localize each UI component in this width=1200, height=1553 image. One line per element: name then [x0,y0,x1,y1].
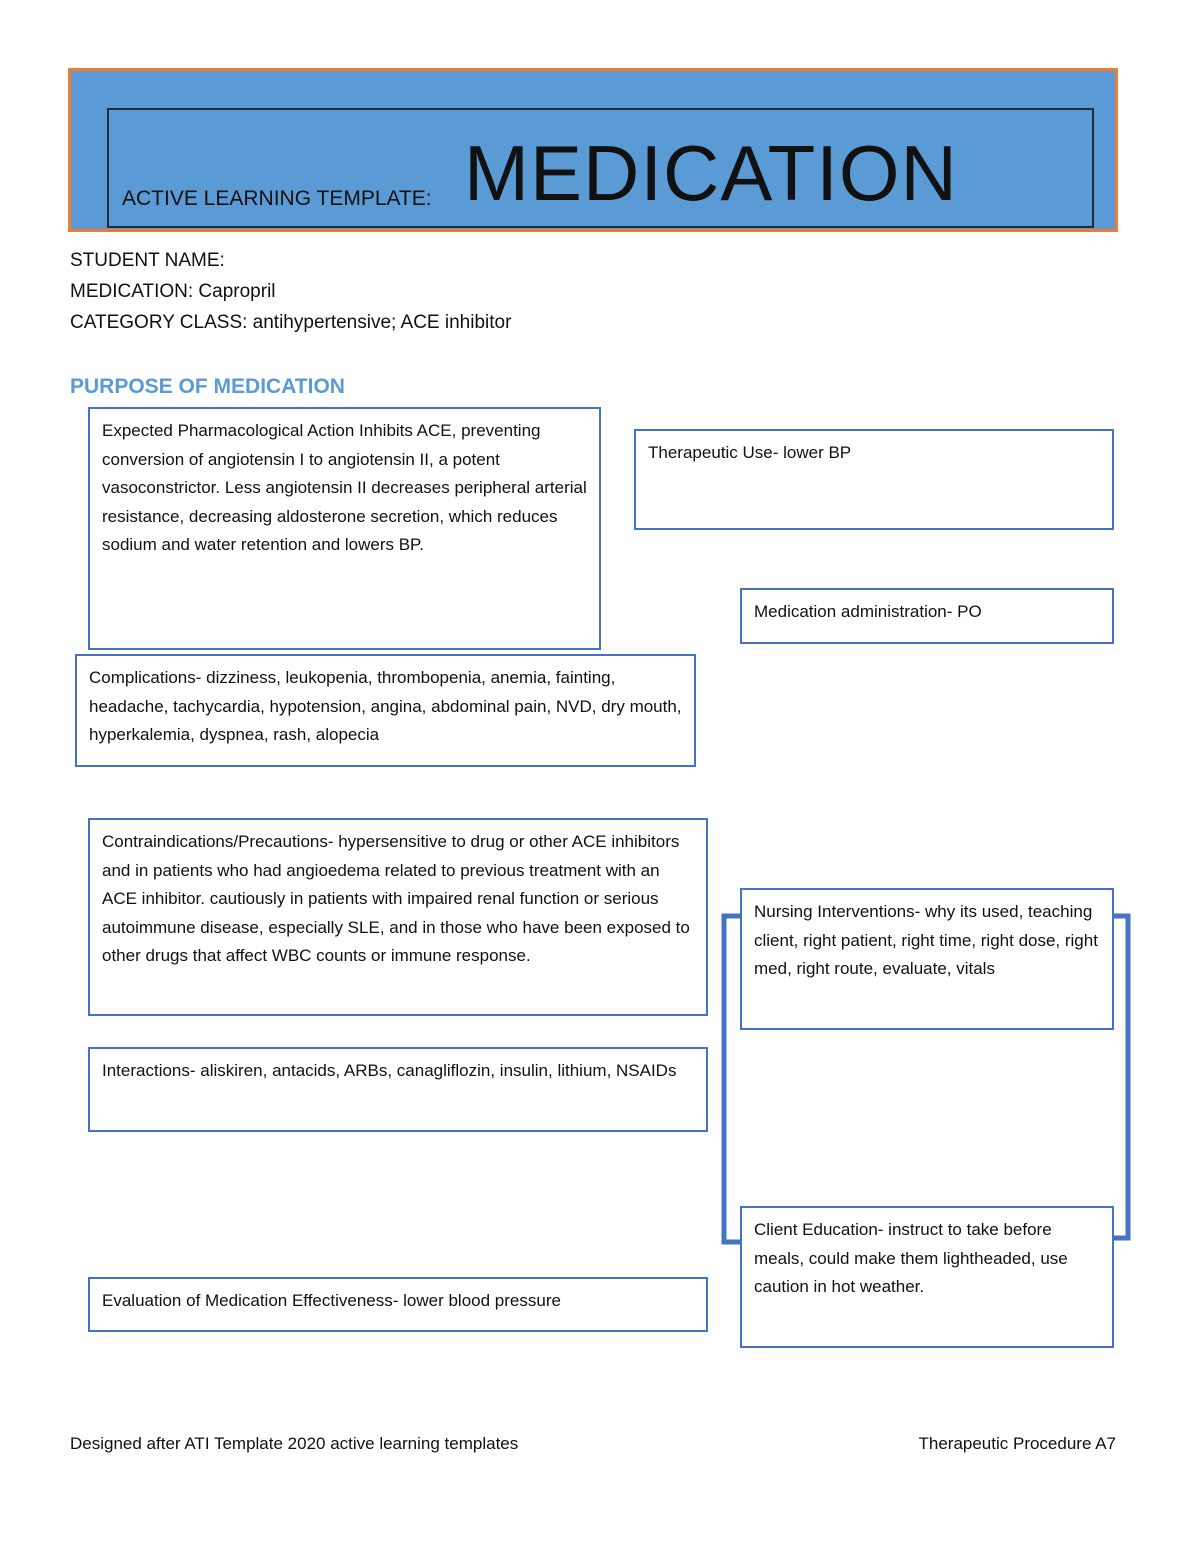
administration-box [740,588,1114,644]
therapeutic-use-text: Therapeutic Use- lower BP [648,443,852,462]
contraindications-text: Contraindications/Precautions- hypersensitive to drug or other ACE inhibitors and in patients who had angioedema related to previous treatment with an ACE inhibitor. cautiously in patients with impaired renal function or serious autoimmune disease, especially SLE, and in those who have been exposed to other drugs that affect WBC counts or immune response. [102,832,690,965]
complications-box [75,654,696,767]
administration-text: Medication administration- PO [754,602,982,621]
interactions-box [88,1047,708,1132]
pharmacological-action-text: Expected Pharmacological Action Inhibits ACE, preventing conversion of angiotensin I to angiotensin II, a potent vasoconstrictor. Less angiotensin II decreases peripheral arterial resistance, decreasing aldosterone secretion, which reduces sodium and water retention and lowers BP. [102,421,587,554]
nursing-interventions-text: Nursing Interventions- why its used, teaching client, right patient, right time, right dose, right med, right route, evaluate, vitals [754,902,1098,978]
student-name-field: STUDENT NAME: [70,250,225,271]
page-title: MEDICATION [464,129,958,217]
pharmacological-action-box [88,407,601,650]
category-class-field: CATEGORY CLASS: antihypertensive; ACE inhibitor [70,312,512,333]
header-banner [68,68,1118,232]
footer-left: Designed after ATI Template 2020 active learning templates [70,1434,519,1453]
section-title: PURPOSE OF MEDICATION [70,375,345,398]
evaluation-text: Evaluation of Medication Effectiveness- lower blood pressure [102,1291,561,1310]
client-education-box [740,1206,1114,1348]
complications-text: Complications- dizziness, leukopenia, thrombopenia, anemia, fainting, headache, tachycardia, hypotension, angina, abdominal pain, NVD, dry mouth, hyperkalemia, dyspnea, rash, alopecia [89,668,682,744]
right-bracket-line [1112,916,1128,1238]
interactions-text: Interactions- aliskiren, antacids, ARBs, canagliflozin, insulin, lithium, NSAIDs [102,1061,677,1080]
footer-right: Therapeutic Procedure A7 [918,1434,1116,1453]
medication-field: MEDICATION: Capropril [70,281,276,302]
evaluation-box [88,1277,708,1332]
client-education-text: Client Education- instruct to take before meals, could make them lightheaded, use caution in hot weather. [754,1220,1068,1296]
contraindications-box [88,818,708,1016]
nursing-interventions-box [740,888,1114,1030]
template-label: ACTIVE LEARNING TEMPLATE: [122,187,432,210]
therapeutic-use-box [634,429,1114,530]
header-inner-frame [107,108,1094,228]
